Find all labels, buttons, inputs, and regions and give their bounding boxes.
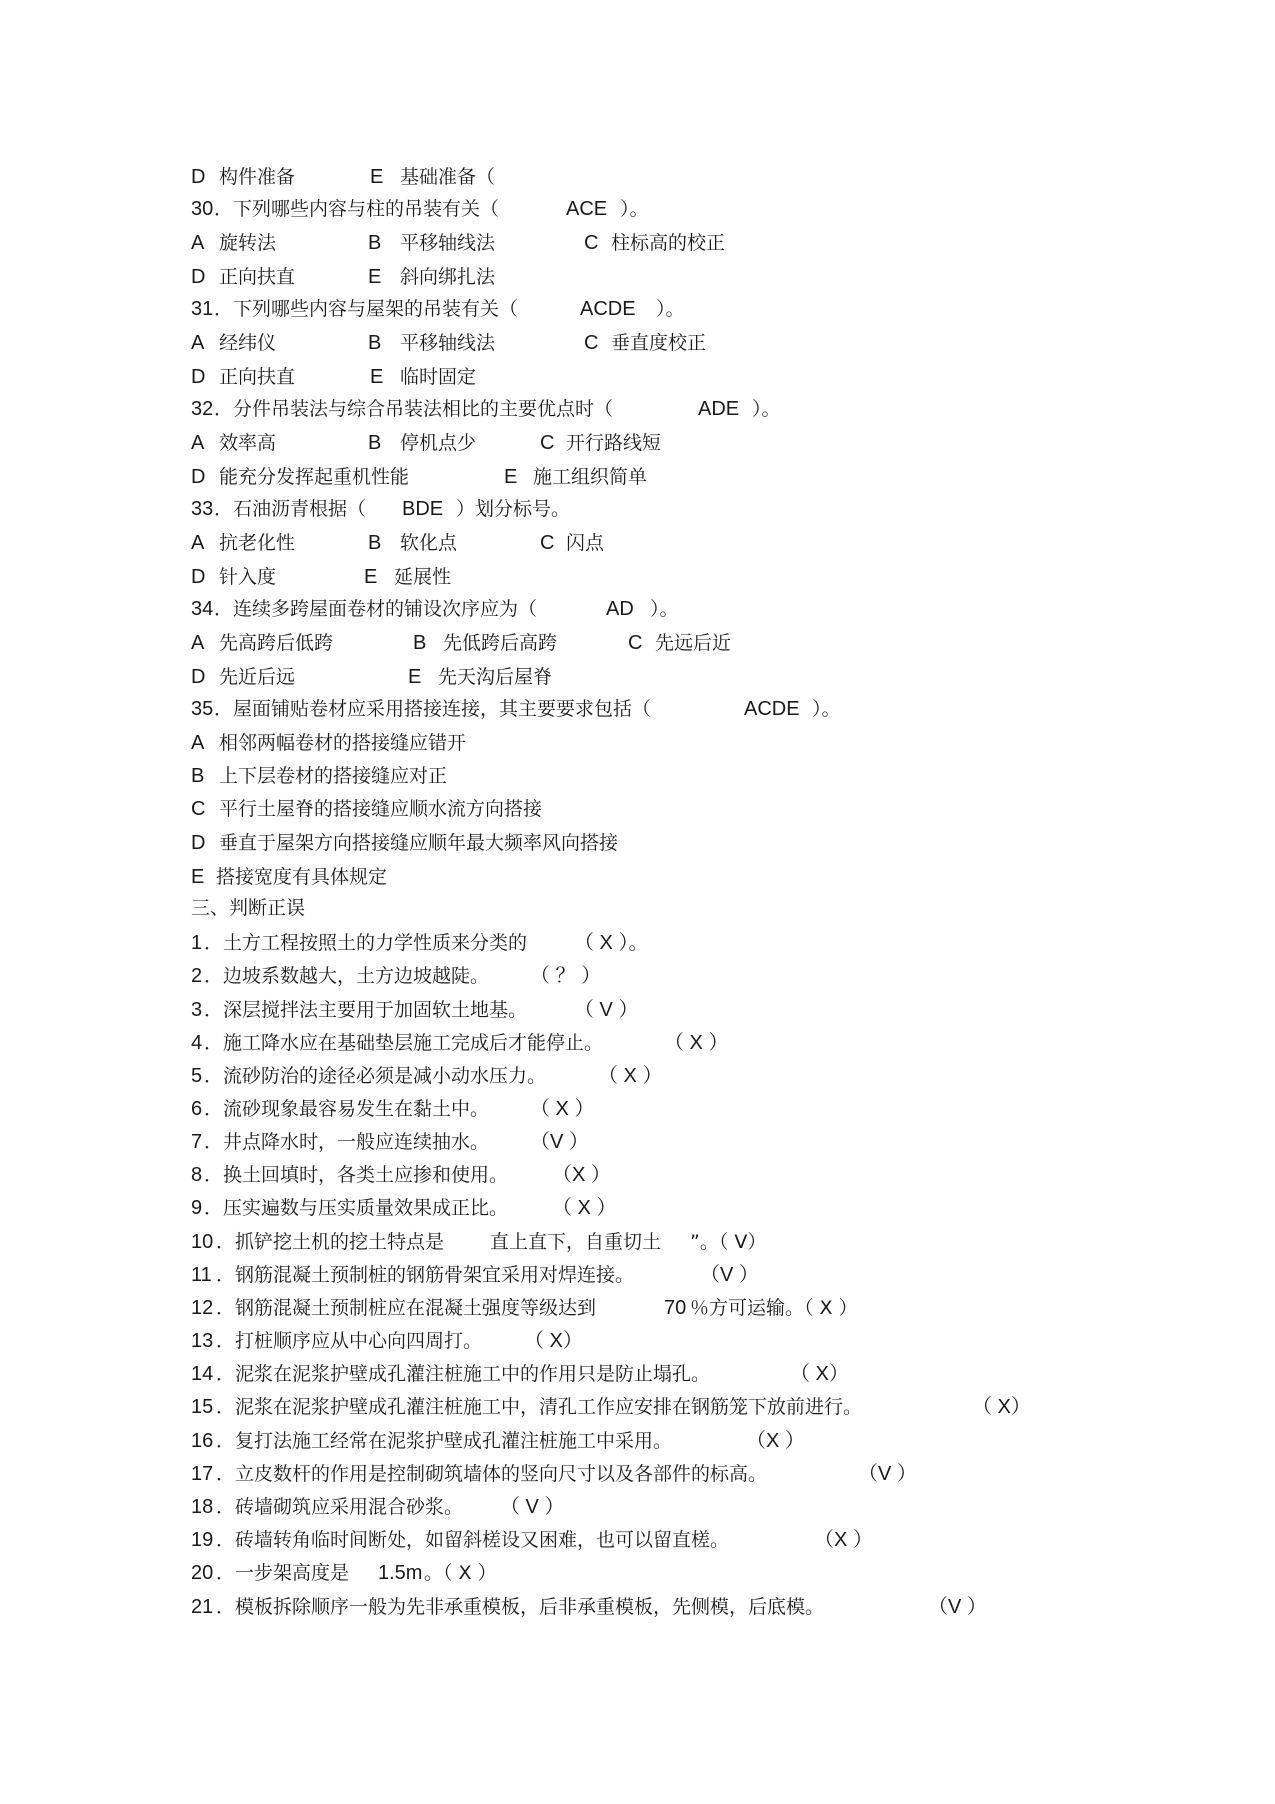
- question-text: ．复打法施工经常在泥浆护壁成孔灌注桩施工中采用。: [216, 1430, 673, 1452]
- option-letter: C: [584, 332, 599, 354]
- question-text: ．下列哪些内容与屋架的吊装有关（: [214, 298, 519, 320]
- answer-text: （V ）: [928, 1596, 987, 1618]
- answer-text: （ X ）: [598, 1065, 663, 1087]
- question-text: ．砖墙转角临时间断处，如留斜槎设又困难，也可以留直槎。: [216, 1529, 730, 1551]
- question-text: ．打桩顺序应从中心向四周打。: [216, 1330, 483, 1352]
- question-number: 4: [191, 1032, 203, 1054]
- option-line: [0, 328, 1275, 362]
- option-text: 基础准备（: [400, 166, 496, 188]
- question-text: ．压实遍数与压实质量效果成正比。: [204, 1197, 509, 1219]
- option-text: 闪点: [566, 532, 605, 554]
- question-text: ．井点降水时，一般应连续抽水。: [204, 1131, 490, 1153]
- option-line: [0, 362, 1275, 396]
- answer-text: ％方可运输。（ X ）: [690, 1297, 858, 1319]
- option-line: [0, 528, 1275, 562]
- answer-text: ACE: [566, 198, 608, 220]
- judgement-line: [0, 1459, 1275, 1493]
- option-letter: D: [191, 832, 206, 854]
- question-number: 12: [191, 1297, 214, 1319]
- judgement-line: [0, 1293, 1275, 1327]
- judgement-line: [0, 1127, 1275, 1161]
- judgement-line: [0, 1061, 1275, 1095]
- answer-value: 70: [664, 1297, 687, 1319]
- answer-text: ACDE: [580, 298, 636, 320]
- question-text: ．石油沥青根据（: [214, 498, 367, 520]
- option-text: 上下层卷材的搭接缝应对正: [219, 765, 448, 787]
- question-text: ．换土回填时，各类土应掺和使用。: [204, 1164, 509, 1186]
- answer-text: （ X）: [524, 1330, 583, 1352]
- question-line: [0, 194, 1275, 228]
- judgement-line: [0, 1392, 1275, 1426]
- option-text: 施工组织简单: [533, 466, 648, 488]
- option-line: [0, 862, 1275, 896]
- question-text: ．流砂现象最容易发生在黏土中。: [204, 1098, 490, 1120]
- answer-text: （V ）: [858, 1463, 917, 1485]
- option-text: 停机点少: [400, 432, 477, 454]
- option-text: 软化点: [400, 532, 458, 554]
- answer-text: （ X）: [790, 1363, 849, 1385]
- option-text: 先远后近: [655, 632, 732, 654]
- question-number: 10: [191, 1231, 214, 1253]
- option-text: 正向扶直: [219, 266, 296, 288]
- option-line: [0, 628, 1275, 662]
- question-number: 2: [191, 965, 203, 987]
- option-text: 构件准备: [219, 166, 296, 188]
- answer-text: ACDE: [744, 698, 800, 720]
- question-text: ．立皮数杆的作用是控制砌筑墙体的竖向尺寸以及各部件的标高。: [216, 1463, 768, 1485]
- question-number: 21: [191, 1596, 214, 1618]
- question-line: [0, 394, 1275, 428]
- option-text: 延展性: [394, 566, 452, 588]
- option-line: [0, 761, 1275, 795]
- judgement-line: [0, 1426, 1275, 1460]
- question-text: ．模板拆除顺序一般为先非承重模板，后非承重模板，先侧模，后底模。: [216, 1596, 825, 1618]
- answer-text: （X ）: [746, 1430, 805, 1452]
- question-number: 3: [191, 999, 203, 1021]
- judgement-line: [0, 928, 1275, 962]
- option-letter: D: [191, 166, 206, 188]
- option-letter: C: [191, 798, 206, 820]
- option-letter: E: [191, 866, 205, 888]
- answer-text: （ ？ ）: [530, 965, 602, 987]
- option-text: 能充分发挥起重机性能: [219, 466, 410, 488]
- question-number: 31: [191, 298, 214, 320]
- question-number: 16: [191, 1430, 214, 1452]
- option-line: [0, 728, 1275, 762]
- judgement-line: [0, 1193, 1275, 1227]
- option-text: 开行路线短: [566, 432, 662, 454]
- judgement-line: [0, 995, 1275, 1029]
- question-text: ．泥浆在泥浆护壁成孔灌注桩施工中，清孔工作应安排在钢筋笼下放前进行。: [216, 1396, 863, 1418]
- option-letter: A: [191, 432, 205, 454]
- question-number: 19: [191, 1529, 214, 1551]
- question-number: 32: [191, 398, 214, 420]
- question-line: [0, 294, 1275, 328]
- option-letter: D: [191, 266, 206, 288]
- answer-text: （ X ）。: [574, 932, 649, 954]
- option-text: 旋转法: [219, 232, 277, 254]
- question-number: 35: [191, 698, 214, 720]
- answer-text: （ X）: [972, 1396, 1031, 1418]
- option-text: 垂直度校正: [611, 332, 707, 354]
- question-number: 18: [191, 1496, 214, 1518]
- answer-text: （ X ）: [552, 1197, 617, 1219]
- option-letter: E: [370, 166, 384, 188]
- answer-text: BDE: [402, 498, 444, 520]
- answer-text: （ X ）: [664, 1032, 729, 1054]
- answer-text: ”。（ V）: [690, 1231, 767, 1253]
- option-letter: A: [191, 332, 205, 354]
- option-letter: E: [368, 266, 382, 288]
- option-line: [0, 262, 1275, 296]
- option-letter: E: [364, 566, 378, 588]
- judgement-line: [0, 1492, 1275, 1526]
- option-letter: D: [191, 666, 206, 688]
- option-letter: A: [191, 732, 205, 754]
- question-text-tail: ）。: [650, 598, 679, 620]
- question-line: [0, 494, 1275, 528]
- question-text-tail: ）。: [812, 698, 841, 720]
- option-text: 正向扶直: [219, 366, 296, 388]
- judgement-line: [0, 1160, 1275, 1194]
- option-text: 先低跨后高跨: [443, 632, 558, 654]
- option-text: 临时固定: [400, 366, 477, 388]
- question-number: 5: [191, 1065, 203, 1087]
- option-letter: E: [408, 666, 422, 688]
- judgement-line: [0, 1592, 1275, 1626]
- question-number: 20: [191, 1562, 214, 1584]
- option-letter: E: [370, 366, 384, 388]
- question-number: 14: [191, 1363, 214, 1385]
- option-letter: C: [540, 432, 555, 454]
- section-heading-line: [0, 893, 1275, 927]
- answer-value: 1.5m: [378, 1562, 423, 1584]
- option-letter: A: [191, 632, 205, 654]
- option-letter: D: [191, 566, 206, 588]
- option-letter: C: [540, 532, 555, 554]
- question-text: ．边坡系数越大，土方边坡越陡。: [204, 965, 490, 987]
- option-letter: D: [191, 466, 206, 488]
- option-letter: A: [191, 532, 205, 554]
- option-text: 抗老化性: [219, 532, 296, 554]
- quoted-text: 直上直下，自重切土: [490, 1231, 662, 1253]
- question-text: ．屋面铺贴卷材应采用搭接连接，其主要要求包括（: [214, 698, 652, 720]
- question-number: 13: [191, 1330, 214, 1352]
- option-letter: C: [584, 232, 599, 254]
- answer-text: （V ）: [530, 1131, 589, 1153]
- option-line: [0, 428, 1275, 462]
- option-letter: B: [191, 765, 205, 787]
- question-number: 8: [191, 1164, 203, 1186]
- question-text: ．深层搅拌法主要用于加固软土地基。: [204, 999, 528, 1021]
- option-text: 柱标高的校正: [611, 232, 726, 254]
- answer-text: （ V ）: [500, 1496, 565, 1518]
- option-text: 斜向绑扎法: [400, 266, 496, 288]
- answer-text: 。（ X ）: [424, 1562, 497, 1584]
- question-text: ．抓铲挖土机的挖土特点是: [216, 1231, 445, 1253]
- option-text: 先天沟后屋脊: [438, 666, 553, 688]
- question-text: ．分件吊装法与综合吊装法相比的主要优点时（: [214, 398, 614, 420]
- option-text: 效率高: [219, 432, 277, 454]
- option-text: 搭接宽度有具体规定: [216, 866, 388, 888]
- option-line: [0, 662, 1275, 696]
- question-text: ．一步架高度是: [216, 1562, 350, 1584]
- question-text-tail: ）。: [656, 298, 685, 320]
- section-heading: 三、判断正误: [191, 897, 306, 919]
- question-text: ．流砂防治的途径必须是减小动水压力。: [204, 1065, 547, 1087]
- judgement-line: [0, 1227, 1275, 1261]
- option-line: [0, 562, 1275, 596]
- option-text: 垂直于屋架方向搭接缝应顺年最大频率风向搭接: [219, 832, 619, 854]
- question-text-tail: ）。: [620, 198, 649, 220]
- question-line: [0, 594, 1275, 628]
- judgement-line: [0, 1558, 1275, 1592]
- option-letter: B: [368, 432, 382, 454]
- question-text: ．砖墙砌筑应采用混合砂浆。: [216, 1496, 464, 1518]
- option-text: 先近后远: [219, 666, 296, 688]
- answer-text: （X ）: [552, 1164, 611, 1186]
- option-text: 相邻两幅卷材的搭接缝应错开: [219, 732, 467, 754]
- question-number: 6: [191, 1098, 203, 1120]
- option-letter: D: [191, 366, 206, 388]
- question-number: 9: [191, 1197, 203, 1219]
- answer-text: （ V ）: [574, 999, 639, 1021]
- question-text-tail: ）划分标号。: [456, 498, 571, 520]
- question-line: [0, 694, 1275, 728]
- question-number: 15: [191, 1396, 214, 1418]
- judgement-line: [0, 1094, 1275, 1128]
- option-text: 平移轴线法: [400, 232, 496, 254]
- option-letter: B: [368, 532, 382, 554]
- option-letter: E: [504, 466, 518, 488]
- question-number: 11: [191, 1264, 212, 1286]
- option-line: [0, 162, 1275, 196]
- option-text: 针入度: [219, 566, 277, 588]
- option-text: 先高跨后低跨: [219, 632, 334, 654]
- option-line: [0, 228, 1275, 262]
- question-text: ．泥浆在泥浆护壁成孔灌注桩施工中的作用只是防止塌孔。: [216, 1363, 711, 1385]
- judgement-line: [0, 961, 1275, 995]
- option-letter: A: [191, 232, 205, 254]
- option-line: [0, 794, 1275, 828]
- question-text: ．施工降水应在基础垫层施工完成后才能停止。: [204, 1032, 604, 1054]
- option-line: [0, 462, 1275, 496]
- option-letter: B: [368, 332, 382, 354]
- question-number: 1: [191, 932, 203, 954]
- answer-text: （V ）: [700, 1264, 759, 1286]
- answer-text: ADE: [698, 398, 740, 420]
- answer-text: AD: [606, 598, 634, 620]
- answer-text: （X ）: [814, 1529, 873, 1551]
- option-text: 平移轴线法: [400, 332, 496, 354]
- judgement-line: [0, 1326, 1275, 1360]
- option-letter: B: [368, 232, 382, 254]
- question-number: 7: [191, 1131, 203, 1153]
- question-text: ．土方工程按照土的力学性质来分类的: [204, 932, 528, 954]
- option-letter: C: [628, 632, 643, 654]
- option-letter: B: [413, 632, 427, 654]
- option-line: [0, 828, 1275, 862]
- option-text: 平行土屋脊的搭接缝应顺水流方向搭接: [219, 798, 543, 820]
- answer-text: （ X ）: [530, 1098, 595, 1120]
- question-text: ．钢筋混凝土预制桩应在混凝土强度等级达到: [216, 1297, 597, 1319]
- question-number: 30: [191, 198, 214, 220]
- judgement-line: [0, 1260, 1275, 1294]
- question-number: 34: [191, 598, 214, 620]
- question-number: 33: [191, 498, 214, 520]
- judgement-line: [0, 1525, 1275, 1559]
- question-number: 17: [191, 1463, 214, 1485]
- option-text: 经纬仪: [219, 332, 277, 354]
- question-text: ．下列哪些内容与柱的吊装有关（: [214, 198, 500, 220]
- judgement-line: [0, 1028, 1275, 1062]
- question-text: ．连续多跨屋面卷材的铺设次序应为（: [214, 598, 538, 620]
- question-text-tail: ）。: [752, 398, 781, 420]
- question-text: ．钢筋混凝土预制桩的钢筋骨架宜采用对焊连接。: [216, 1264, 635, 1286]
- judgement-line: [0, 1359, 1275, 1393]
